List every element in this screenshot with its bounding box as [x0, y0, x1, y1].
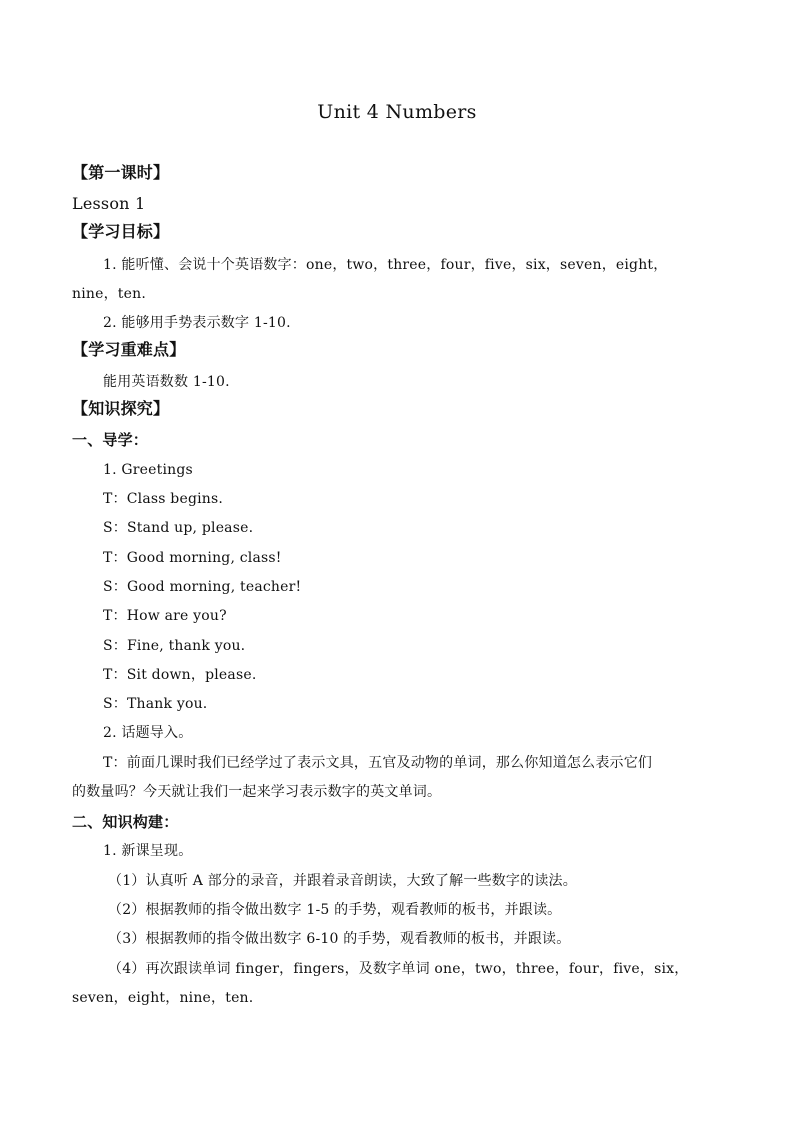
dialogue-line: S：Fine, thank you. — [103, 638, 246, 654]
dialogue-line: T：How are you? — [103, 608, 227, 624]
step-topic-intro: 2. 话题导入。 — [103, 725, 193, 741]
step-greetings: 1. Greetings — [103, 462, 193, 478]
dialogue-line: S：Stand up, please. — [103, 520, 254, 536]
section-heading-exploration: 【知识探究】 — [72, 399, 170, 418]
objective-2: 2. 能够用手势表示数字 1-10. — [103, 315, 291, 331]
topic-intro-paragraph-continued: 的数量吗？今天就让我们一起来学习表示数字的英文单词。 — [72, 784, 442, 800]
activity-1: （1）认真听 A 部分的录音，并跟着录音朗读，大致了解一些数字的读法。 — [108, 873, 577, 889]
section-heading-first-lesson: 【第一课时】 — [72, 163, 170, 182]
step-new-lesson: 1. 新课呈现。 — [103, 843, 193, 859]
section-heading-key-points: 【学习重难点】 — [72, 340, 186, 359]
subsection-intro: 一、导学： — [72, 431, 149, 449]
activity-4: （4）再次跟读单词 finger，fingers，及数字单词 one，two，three，four，five，six， — [108, 961, 689, 977]
objective-1-continued: nine，ten. — [72, 286, 146, 302]
key-point: 能用英语数数 1-10. — [103, 374, 230, 390]
document-title: Unit 4 Numbers — [317, 101, 477, 123]
dialogue-line: S：Good morning, teacher! — [103, 579, 302, 595]
lesson-label: Lesson 1 — [72, 194, 146, 213]
topic-intro-paragraph: T：前面几课时我们已经学过了表示文具，五官及动物的单词，那么你知道怎么表示它们 — [103, 755, 653, 771]
dialogue-line: S：Thank you. — [103, 696, 208, 712]
dialogue-line: T：Good morning, class! — [103, 550, 282, 566]
section-heading-objectives: 【学习目标】 — [72, 222, 170, 241]
activity-2: （2）根据教师的指令做出数字 1-5 的手势，观看教师的板书，并跟读。 — [108, 902, 562, 918]
dialogue-line: T：Sit down，please. — [103, 667, 257, 683]
subsection-knowledge-build: 二、知识构建： — [72, 813, 179, 831]
activity-4-continued: seven，eight，nine，ten. — [72, 990, 254, 1006]
activity-3: （3）根据教师的指令做出数字 6-10 的手势，观看教师的板书，并跟读。 — [108, 931, 571, 947]
dialogue-line: T：Class begins. — [103, 491, 224, 507]
objective-1: 1. 能听懂、会说十个英语数字：one，two，three，four，five，six，seven，eight， — [103, 257, 668, 273]
